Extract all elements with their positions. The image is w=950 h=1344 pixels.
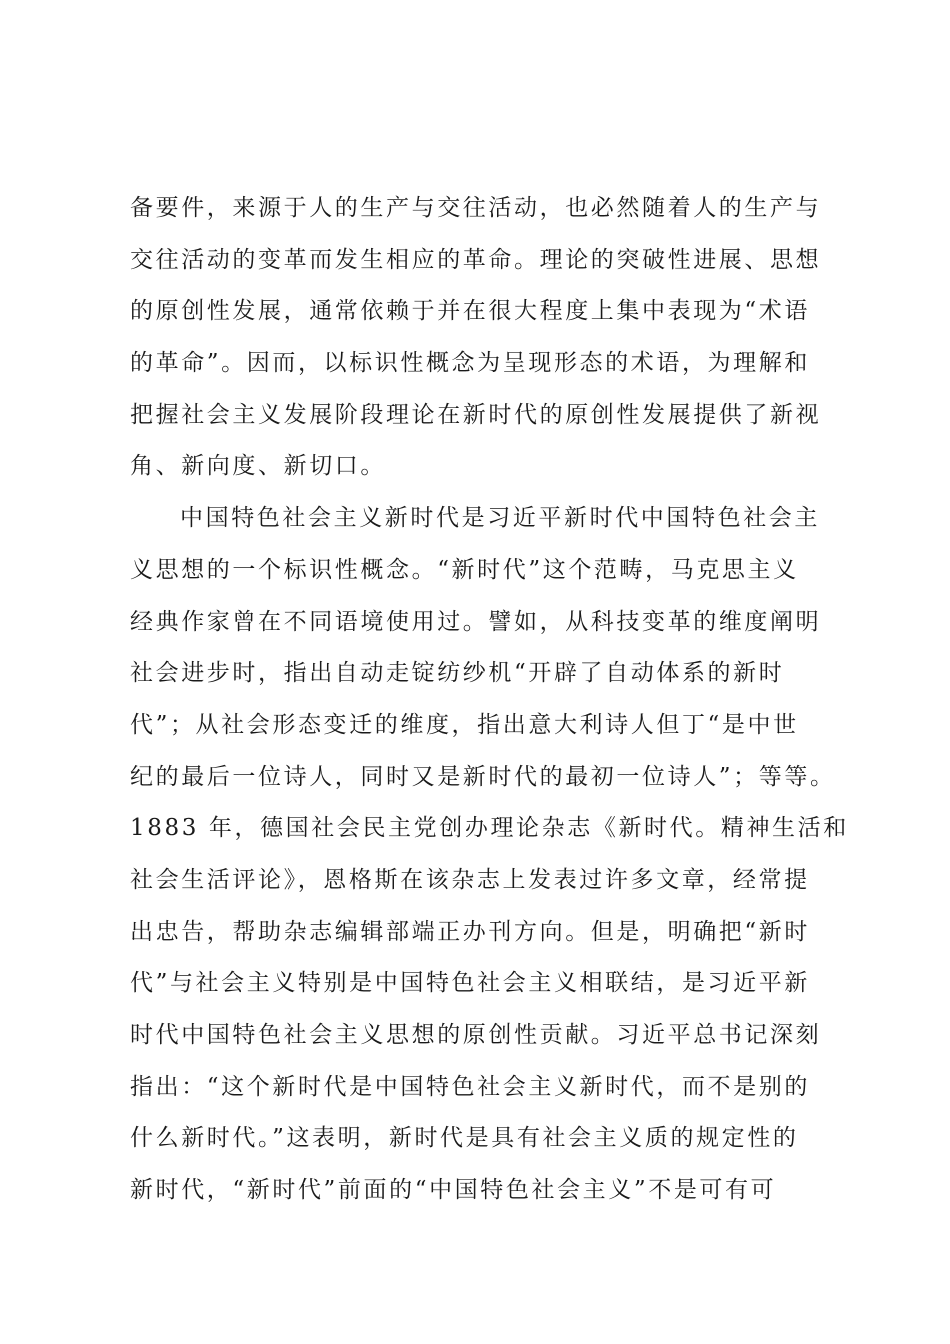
text-line: 时代中国特色社会主义思想的原创性贡献。习近平总书记深刻 (130, 1022, 822, 1048)
text-line: 出忠告，帮助杂志编辑部端正办刊方向。但是，明确把“新时 (130, 918, 810, 945)
text-line: 指出：“这个新时代是中国特色社会主义新时代，而不是别的 (130, 1073, 810, 1100)
text-line: 经典作家曾在不同语境使用过。譬如，从科技变革的维度阐明 (130, 608, 822, 635)
paragraph-start-line: 中国特色社会主义新时代是习近平新时代中国特色社会主 (180, 505, 820, 532)
text-line: 交往活动的变革而发生相应的革命。理论的突破性进展、思想 (130, 246, 822, 273)
text-line: 代”与社会主义特别是中国特色社会主义相联结，是习近平新 (130, 970, 810, 997)
text-line: 纪的最后一位诗人，同时又是新时代的最初一位诗人”；等等。 (130, 763, 836, 790)
body-text (130, 183, 850, 1217)
text-line: 的革命”。因而，以标识性概念为呈现形态的术语，为理解和 (130, 350, 810, 377)
text-line: 把握社会主义发展阶段理论在新时代的原创性发展提供了新视 (130, 401, 822, 428)
text-line: 新时代，“新时代”前面的“中国特色社会主义”不是可有可 (130, 1177, 777, 1204)
text-line: 代”；从社会形态变迁的维度，指出意大利诗人但丁“是中世 (130, 711, 799, 738)
text-line: 的原创性发展，通常依赖于并在很大程度上集中表现为“术语 (130, 298, 810, 325)
text-line: 社会进步时，指出自动走锭纺纱机“开辟了自动体系的新时 (130, 660, 785, 687)
text-line: 1883 年，德国社会民主党创办理论杂志《新时代。精神生活和 (130, 815, 849, 842)
text-line: 社会生活评论》，恩格斯在该杂志上发表过许多文章，经常提 (130, 866, 810, 893)
text-line: 角、新向度、新切口。 (130, 453, 386, 480)
text-line: 备要件，来源于人的生产与交往活动，也必然随着人的生产与 (130, 195, 822, 221)
text-line: 义思想的一个标识性概念。“新时代”这个范畴，马克思主义 (130, 556, 799, 583)
text-line: 什么新时代。”这表明，新时代是具有社会主义质的规定性的 (130, 1125, 799, 1152)
